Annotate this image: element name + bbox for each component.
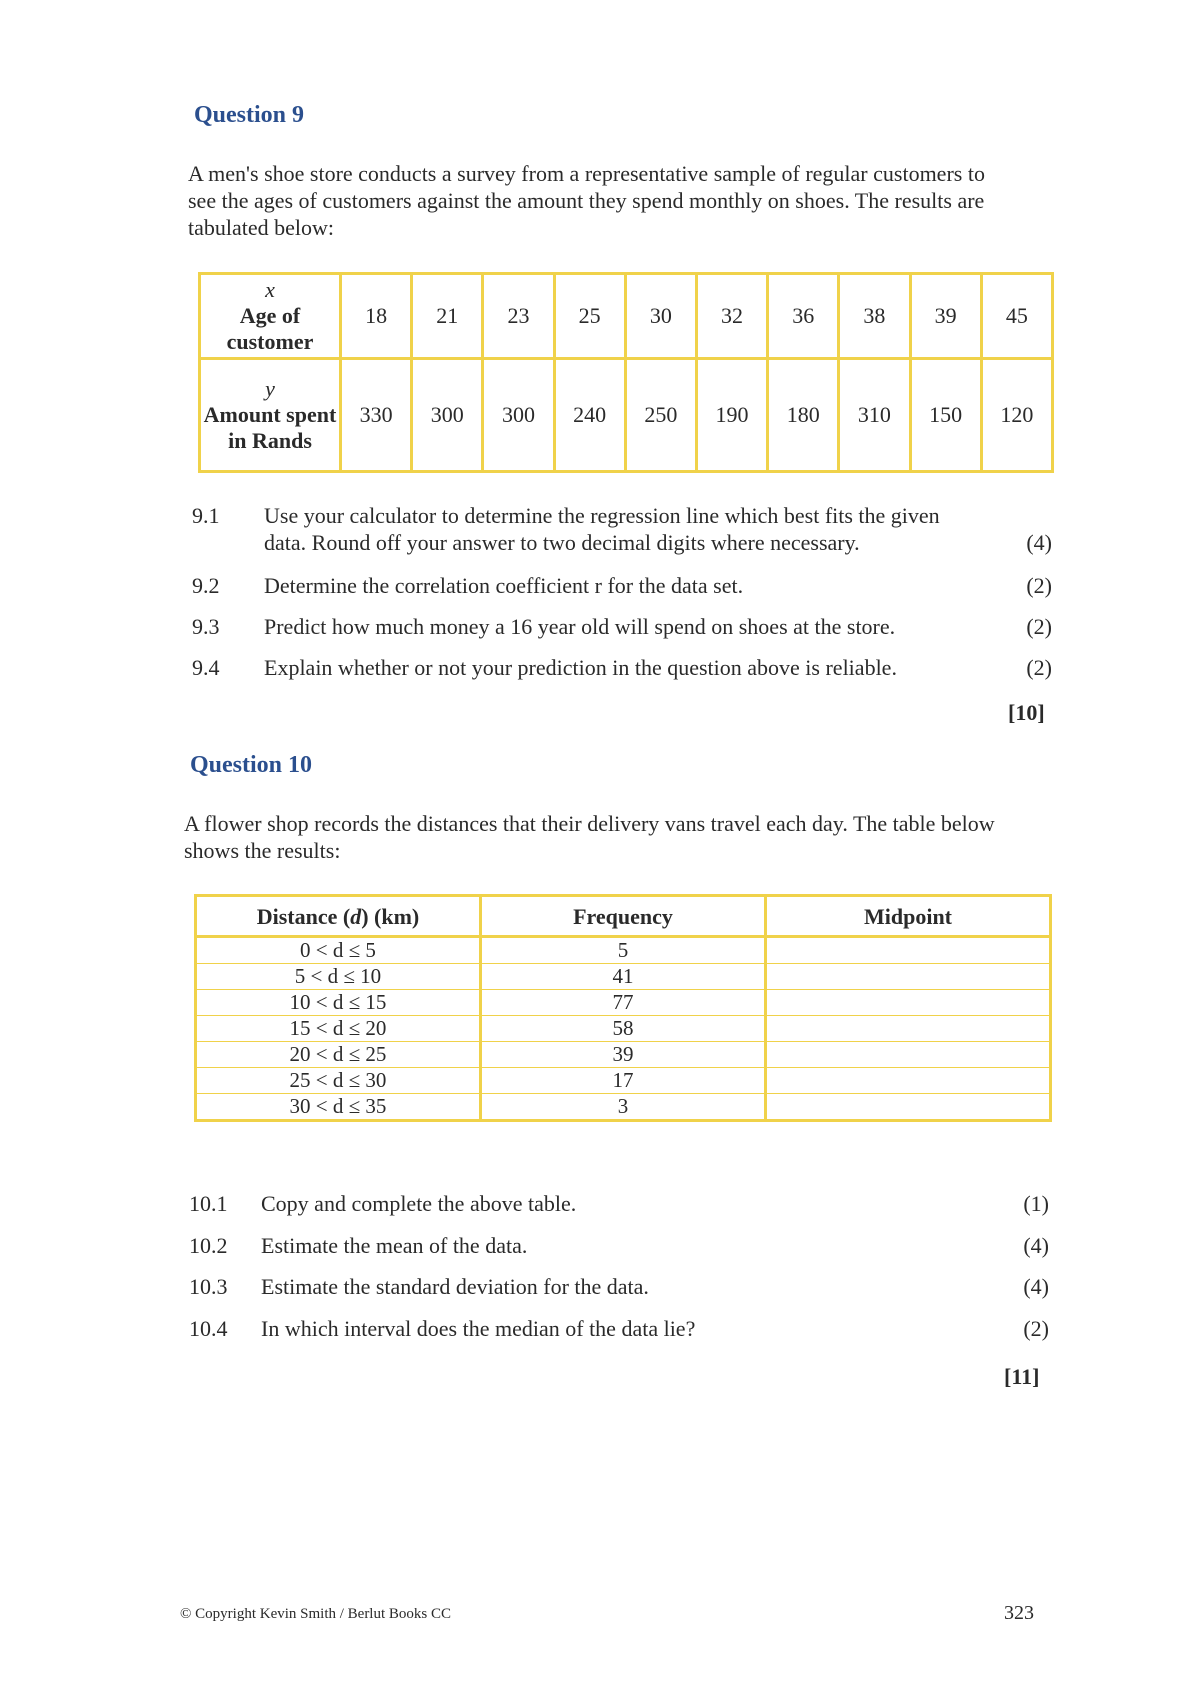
- question-marks: (4): [1026, 530, 1052, 555]
- table-row: [196, 1042, 1051, 1068]
- question-text: Estimate the mean of the data.: [261, 1233, 528, 1258]
- table-row: [196, 937, 1051, 964]
- question-number: 10.1: [189, 1191, 228, 1216]
- age-cell: 18: [341, 274, 412, 359]
- midpoint-cell: [766, 1016, 1051, 1042]
- question-10-1: [189, 1190, 1049, 1218]
- age-cell: 38: [839, 274, 910, 359]
- question-marks: (2): [1026, 573, 1052, 598]
- question-marks: (2): [1026, 614, 1052, 639]
- amount-cell: 300: [483, 359, 554, 472]
- frequency-cell: 3: [480, 1094, 765, 1121]
- midpoint-cell: [766, 937, 1051, 964]
- question-text: Predict how much money a 16 year old will spend on shoes at the store.: [264, 614, 896, 639]
- question-marks: (1): [1023, 1191, 1049, 1216]
- interval-cell: 20 < d ≤ 25: [196, 1042, 481, 1068]
- question-marks: (2): [1026, 655, 1052, 680]
- amount-cell: 330: [341, 359, 412, 472]
- table-row: [196, 1016, 1051, 1042]
- age-cell: 30: [625, 274, 696, 359]
- table-row: [196, 964, 1051, 990]
- question-marks: (4): [1023, 1233, 1049, 1258]
- intro-line: A flower shop records the distances that their delivery vans travel each day. The table below: [184, 811, 995, 836]
- x-variable: x: [265, 277, 275, 302]
- age-cell: 25: [554, 274, 625, 359]
- question-text: Explain whether or not your prediction in the question above is reliable.: [264, 655, 897, 680]
- interval-cell: 0 < d ≤ 5: [196, 937, 481, 964]
- amount-cell: 250: [625, 359, 696, 472]
- question-text: Copy and complete the above table.: [261, 1191, 577, 1216]
- question-text: data. Round off your answer to two decimal digits where necessary.: [264, 530, 860, 555]
- question-10-intro: [184, 810, 1074, 864]
- question-number: 10.3: [189, 1274, 228, 1299]
- question-10-2: [189, 1232, 1049, 1260]
- age-cell: 45: [981, 274, 1052, 359]
- midpoint-cell: [766, 1042, 1051, 1068]
- age-label: Age of customer: [226, 303, 314, 354]
- age-row: [200, 274, 1053, 359]
- intro-line: tabulated below:: [188, 215, 335, 240]
- question-number: 9.3: [192, 614, 220, 639]
- question-10-total: [11]: [1004, 1364, 1040, 1389]
- age-cell: 21: [412, 274, 483, 359]
- frequency-cell: 17: [480, 1068, 765, 1094]
- question-9-4: [192, 654, 1052, 682]
- amount-cell: 180: [768, 359, 839, 472]
- question-10-title: Question 10: [190, 752, 313, 778]
- question-text: Determine the correlation coefficient r for the data set.: [264, 573, 744, 598]
- interval-cell: 25 < d ≤ 30: [196, 1068, 481, 1094]
- intro-line: A men's shoe store conducts a survey from a representative sample of regular customers to: [188, 161, 985, 186]
- amount-cell: 300: [412, 359, 483, 472]
- question-9-3: [192, 613, 1052, 641]
- question-number: 9.2: [192, 573, 220, 598]
- interval-cell: 15 < d ≤ 20: [196, 1016, 481, 1042]
- question-number: 9.4: [192, 655, 220, 680]
- amount-row-header: [200, 359, 341, 472]
- intro-line: shows the results:: [184, 838, 341, 863]
- amount-cell: 240: [554, 359, 625, 472]
- midpoint-cell: [766, 964, 1051, 990]
- interval-cell: 5 < d ≤ 10: [196, 964, 481, 990]
- question-marks: (4): [1023, 1274, 1049, 1299]
- interval-cell: 10 < d ≤ 15: [196, 990, 481, 1016]
- table-row: [196, 1094, 1051, 1121]
- question-marks: (2): [1023, 1316, 1049, 1341]
- page-number: 323: [1004, 1602, 1034, 1624]
- midpoint-cell: [766, 990, 1051, 1016]
- amount-row: [200, 359, 1053, 472]
- frequency-cell: 5: [480, 937, 765, 964]
- age-cell: 39: [910, 274, 981, 359]
- y-variable: y: [265, 376, 275, 401]
- distance-header: Distance (d) (km): [196, 896, 481, 937]
- question-9-1: [192, 502, 1052, 558]
- question-10-4: [189, 1315, 1049, 1343]
- midpoint-cell: [766, 1094, 1051, 1121]
- intro-line: see the ages of customers against the amount they spend monthly on shoes. The results are: [188, 188, 985, 213]
- age-cell: 36: [768, 274, 839, 359]
- distance-frequency-table: [194, 894, 1052, 1122]
- table-row: [196, 990, 1051, 1016]
- interval-cell: 30 < d ≤ 35: [196, 1094, 481, 1121]
- question-9-intro: [188, 160, 1068, 241]
- table-row: [196, 1068, 1051, 1094]
- question-10-3: [189, 1273, 1049, 1301]
- age-cell: 23: [483, 274, 554, 359]
- question-9-total: [10]: [1008, 700, 1045, 725]
- question-number: 10.2: [189, 1233, 228, 1258]
- amount-cell: 190: [696, 359, 767, 472]
- question-9-title: Question 9: [194, 102, 305, 128]
- age-cell: 32: [696, 274, 767, 359]
- question-number: 9.1: [192, 503, 220, 528]
- frequency-cell: 41: [480, 964, 765, 990]
- frequency-cell: 39: [480, 1042, 765, 1068]
- question-text: In which interval does the median of the data lie?: [261, 1316, 696, 1341]
- midpoint-header: Midpoint: [766, 896, 1051, 937]
- question-9-2: [192, 572, 1052, 600]
- amount-cell: 310: [839, 359, 910, 472]
- amount-cell: 120: [981, 359, 1052, 472]
- frequency-header: Frequency: [480, 896, 765, 937]
- amount-label: Amount spent in Rands: [203, 402, 337, 453]
- age-amount-table: [198, 272, 1054, 473]
- question-text: Estimate the standard deviation for the data.: [261, 1274, 649, 1299]
- frequency-cell: 77: [480, 990, 765, 1016]
- midpoint-cell: [766, 1068, 1051, 1094]
- question-text: Use your calculator to determine the regression line which best fits the given: [264, 503, 940, 528]
- frequency-cell: 58: [480, 1016, 765, 1042]
- question-number: 10.4: [189, 1316, 228, 1341]
- age-row-header: [200, 274, 341, 359]
- amount-cell: 150: [910, 359, 981, 472]
- table-header-row: [196, 896, 1051, 937]
- copyright-footer: © Copyright Kevin Smith / Berlut Books CC: [180, 1606, 451, 1622]
